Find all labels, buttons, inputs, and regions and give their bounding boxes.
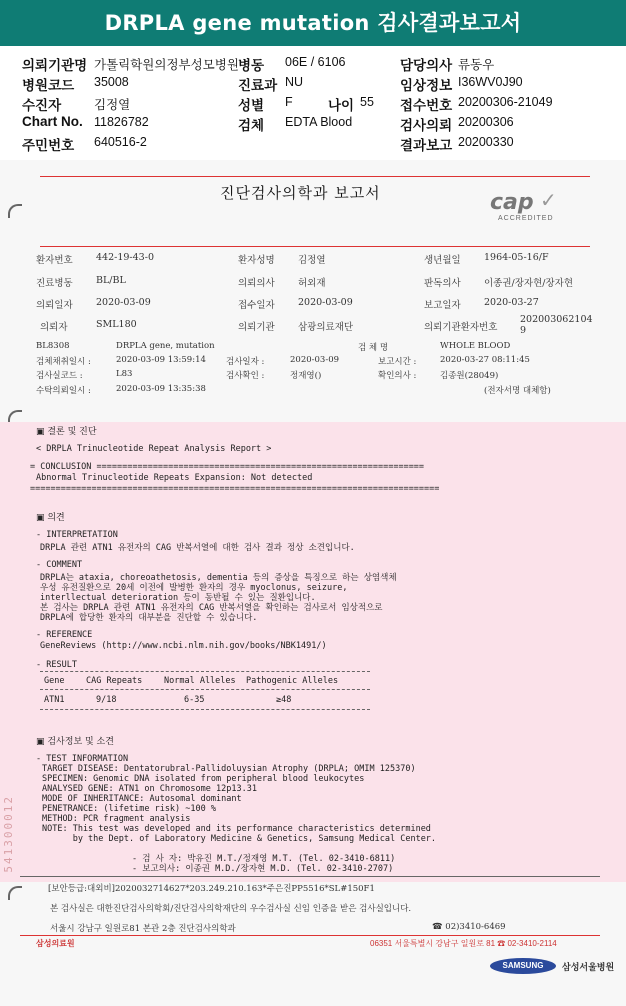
test-code: BL8308 (36, 341, 70, 351)
clinical-value: I36WV0J90 (458, 75, 523, 89)
collect-label: 검체채취일시 : (36, 357, 91, 367)
agency-value: 삼광의료재단 (298, 322, 354, 333)
report-time-label: 보고시간 : (378, 357, 417, 367)
testinfo-line: ANALYSED GENE: ATN1 on Chromosome 12p13.31 (42, 784, 257, 794)
certification-text: 본 검사실은 대한진단검사의학회/진단검사의학재단의 우수검사실 신임 인증을 받은 검사실입니다. (50, 904, 412, 914)
testinfo-heading: - TEST INFORMATION (36, 754, 129, 764)
result-heading: - RESULT (36, 660, 77, 670)
room-label: 검사실코드 : (36, 371, 83, 381)
comment-heading: - COMMENT (36, 560, 83, 570)
specimen-name-value: WHOLE BLOOD (440, 341, 511, 351)
judge-label: 판독의사 (424, 278, 461, 289)
table-cell-gene: ATN1 (44, 695, 65, 705)
table-header-pathogenic: Pathogenic Alleles (246, 676, 339, 686)
testinfo-line: PENETRANCE: (lifetime risk) ~100 % (42, 804, 216, 814)
body-end-rule (20, 876, 600, 877)
comment-line: DRPLA에 합당한 환자의 대부분을 진단할 수 있습니다. (40, 613, 258, 623)
reference-heading: - REFERENCE (36, 630, 93, 640)
punch-hole-icon (8, 204, 22, 218)
sex-label: 성별 (238, 98, 265, 113)
report-title: 진단검사의학과 보고서 (220, 184, 381, 202)
table-cell-pathogenic: ≥48 (276, 695, 292, 705)
clinical-label: 임상정보 (400, 78, 453, 93)
hospital-footer-bar (0, 935, 626, 955)
comment-line: interllectual deterioration 등이 동반될 수 있는 질환입니다. (40, 593, 316, 603)
req-doctor-value: 허외재 (298, 278, 326, 289)
test-date-label: 검사일자 : (226, 357, 265, 367)
table-header-gene: Gene (44, 676, 65, 686)
confirm-value: 정재영() (290, 371, 322, 381)
confirm-label: 검사확인 : (226, 371, 265, 381)
testinfo-line: by the Dept. of Laboratory Medicine & Genetics, Samsung Medical Center. (42, 834, 437, 844)
report-banner-title: DRPLA gene mutation 검사결과보고서 (0, 0, 626, 46)
conclusion-text: Abnormal Trinucleotide Repeats Expansion: Not detected (36, 473, 313, 483)
hospital-label: 의뢰기관명 (22, 58, 88, 73)
analysis-report-title: < DRPLA Trinucleotide Repeat Analysis Report > (36, 444, 272, 454)
patient-name-label: 환자성명 (238, 255, 275, 266)
result-section-heading: ▣ 결론 및 진단 (36, 427, 97, 437)
req-date-value: 2020-03-09 (96, 297, 151, 308)
agency-label: 의뢰기관 (238, 322, 275, 333)
receipt-value: 20200306-21049 (458, 95, 553, 109)
patient-name-value: 김정열 (298, 255, 326, 266)
request-value: 20200306 (458, 115, 514, 129)
verifier-label: 확인의사 : (378, 371, 417, 381)
room-value: L83 (116, 369, 133, 379)
receive-value: 2020-03-09 13:35:38 (116, 384, 206, 394)
ward-value: BL/BL (96, 275, 126, 286)
patient-label: 수진자 (22, 98, 62, 113)
judge-value: 이종권/장자현/장자현 (484, 278, 573, 289)
patient-value: 김정열 (94, 98, 131, 112)
interpretation-text: DRPLA 관련 ATN1 유전자의 CAG 반복서열에 대한 검사 결과 정상 소견입니다. (40, 543, 355, 553)
report-time-value: 2020-03-27 08:11:45 (440, 355, 530, 365)
client-value: SML180 (96, 319, 137, 330)
samsung-logo: SAMSUNG (490, 958, 556, 974)
agency-reg-value-cont: 9 (520, 325, 527, 336)
request-label: 검사의뢰 (400, 118, 453, 133)
testinfo-line: NOTE: This test was developed and its performance characteristics determined (42, 824, 431, 834)
ssn-value: 640516-2 (94, 135, 147, 149)
chart-label: Chart No. (22, 114, 83, 129)
mid-red-rule (40, 246, 590, 247)
chart-value: 11826782 (94, 115, 149, 129)
recv-date-label: 접수일자 (238, 300, 275, 311)
conclusion-rule: ================================================================================ (30, 484, 440, 494)
cap-logo-text: cap (490, 190, 534, 215)
cap-accredited-text: ACCREDITED (498, 215, 554, 222)
ward-label: 진료병동 (36, 278, 73, 289)
footer-red-rule (20, 935, 600, 936)
report-date-label: 보고일자 (424, 300, 461, 311)
report-label: 결과보고 (400, 138, 453, 153)
testinfo-line: SPECIMEN: Genomic DNA isolated from peripheral blood leukocytes (42, 774, 365, 784)
report-value: 20200330 (458, 135, 514, 149)
comment-line: 본 검사는 DRPLA 관련 ATN1 유전자의 CAG 반복서열을 확인하는 검사로서 임상적으로 (40, 603, 383, 613)
ssn-label: 주민번호 (22, 138, 75, 153)
esign-note: (전자서명 대체함) (484, 386, 551, 396)
scanned-report (0, 160, 626, 1006)
table-header-normal: Normal Alleles (164, 676, 236, 686)
client-label: 의뢰자 (40, 322, 68, 333)
verifier-value: 김종원(28049) (440, 371, 499, 381)
patient-no-value: 442-19-43-0 (96, 252, 154, 263)
side-serial-code: 541300012 (2, 795, 15, 873)
age-label: 나이 (328, 98, 355, 113)
recv-date-value: 2020-03-09 (298, 297, 353, 308)
cap-accredited-logo (490, 190, 580, 226)
samsung-hospital-name: 삼성서울병원 (562, 962, 615, 972)
receipt-label: 접수번호 (400, 98, 453, 113)
receive-label: 수탁의뢰일시 : (36, 386, 91, 396)
ward-label: 병동 (238, 58, 265, 73)
sex-value: F (285, 95, 293, 109)
interpretation-heading: - INTERPRETATION (36, 530, 118, 540)
comment-line: 우성 유전질환으로 20세 이전에 발병한 환자의 경우 myoclonus, seizure, (40, 583, 348, 593)
doctor-label: 담당의사 (400, 58, 453, 73)
dept-value: NU (285, 75, 304, 89)
check-icon: ✓ (540, 190, 557, 212)
hospital-value: 가톨릭학원의정부성모병원 (94, 58, 239, 72)
table-cell-cag: 9/18 (96, 695, 117, 705)
agency-reg-label: 의뢰기관환자번호 (424, 322, 498, 333)
dept-label: 진료과 (238, 78, 278, 93)
collect-value: 2020-03-09 13:59:14 (116, 355, 206, 365)
lab-phone: ☎ 02)3410-6469 (432, 922, 506, 932)
req-doctor-label: 의뢰의사 (238, 278, 275, 289)
table-header-cag: CAG Repeats (86, 676, 143, 686)
footer-address: 06351 서울특별시 강남구 일원로 81 ☎ 02-3410-2114 (370, 939, 557, 948)
table-mid-rule (40, 689, 370, 690)
test-date-value: 2020-03-09 (290, 355, 340, 365)
testinfo-line: TARGET DISEASE: Dentatorubral-Pallidoluysian Atrophy (DRPLA; OMIM 125370) (42, 764, 416, 774)
table-cell-normal: 6-35 (184, 695, 205, 705)
specimen-value: EDTA Blood (285, 115, 353, 129)
birth-label: 생년월일 (424, 255, 461, 266)
birth-value: 1964-05-16/F (484, 252, 549, 263)
testinfo-section-heading: ▣ 검사정보 및 소견 (36, 737, 114, 747)
report-date-value: 2020-03-27 (484, 297, 539, 308)
agency-reg-value: 202003062104 (520, 314, 593, 325)
table-top-rule (40, 671, 370, 672)
code-value: 35008 (94, 75, 129, 89)
table-bottom-rule (40, 709, 370, 710)
top-red-rule (40, 176, 590, 177)
lab-address: 서울시 강남구 일원로81 본관 2층 진단검사의학과 (50, 924, 236, 934)
footer-org: 삼성의료원 (36, 939, 75, 948)
patient-no-label: 환자번호 (36, 255, 73, 266)
specimen-name-label: 검 체 명 (358, 343, 389, 353)
doctor-value: 류동우 (458, 58, 495, 72)
req-date-label: 의뢰일자 (36, 300, 73, 311)
signer-reporter: - 보고의사: 이종권 M.D./장자현 M.D. (Tel. 02-3410-2707) (132, 864, 394, 874)
test-name: DRPLA gene, mutation (116, 341, 215, 351)
age-value: 55 (360, 95, 374, 109)
print-security-info: [보안등급:대외비]2020032714627*203.249.210.163*주은진PP5516*SL#150F1 (48, 884, 375, 894)
patient-header (0, 52, 626, 154)
code-label: 병원코드 (22, 78, 75, 93)
opinion-section-heading: ▣ 의견 (36, 513, 65, 523)
punch-hole-icon (8, 886, 22, 900)
specimen-label: 검체 (238, 118, 265, 133)
comment-line: DRPLA는 ataxia, choreoathetosis, dementia 등의 증상을 특징으로 하는 상염색체 (40, 573, 397, 583)
ward-value: 06E / 6106 (285, 55, 346, 69)
conclusion-heading: = CONCLUSION ================================================================ (30, 462, 425, 472)
testinfo-line: METHOD: PCR fragment analysis (42, 814, 191, 824)
reference-text: GeneReviews (http://www.ncbi.nlm.nih.gov/books/NBK1491/) (40, 641, 327, 651)
signer-tester: - 검 사 자: 박유진 M.T./정재영 M.T. (Tel. 02-3410-6811) (132, 854, 396, 864)
testinfo-line: MODE OF INHERITANCE: Autosomal dominant (42, 794, 242, 804)
